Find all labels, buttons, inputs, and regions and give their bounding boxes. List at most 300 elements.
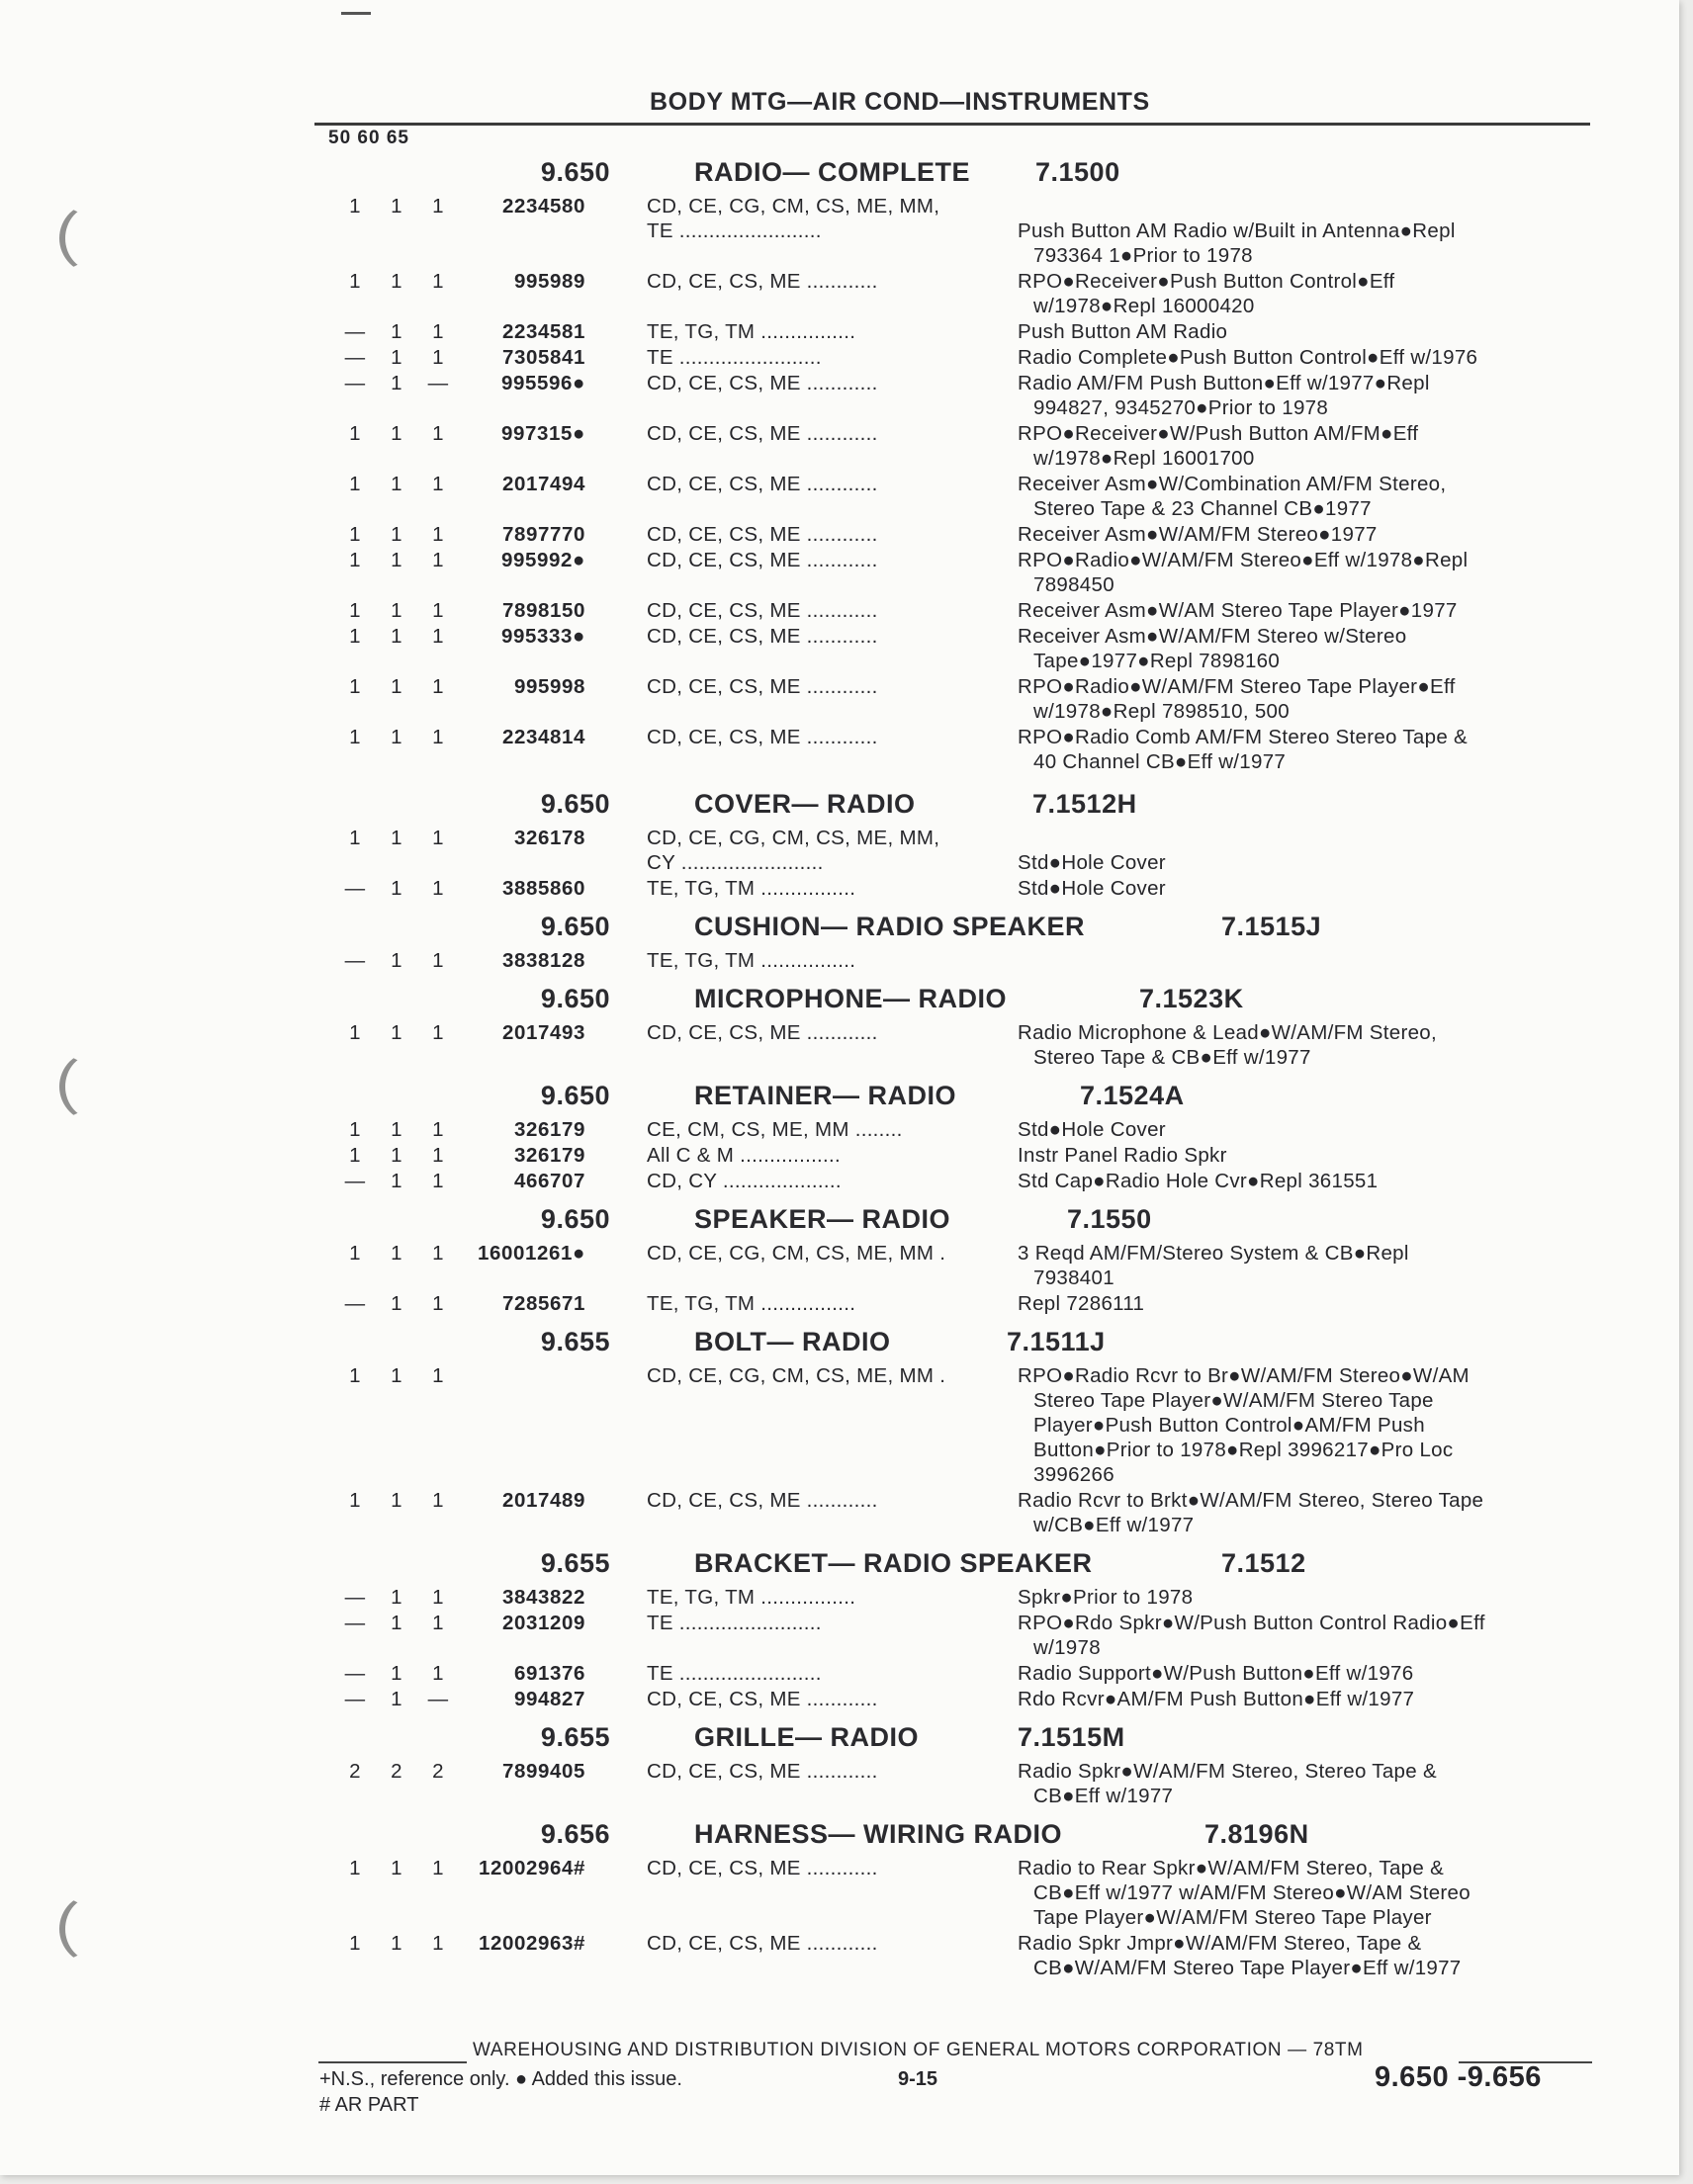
- part-row: [0, 345, 1622, 370]
- quantity-60: 1: [391, 726, 402, 748]
- part-row: [0, 1611, 1622, 1660]
- description-line: w/CB●Eff w/1977: [1033, 1514, 1195, 1536]
- part-number: 7285671: [501, 1292, 585, 1315]
- part-description: [1018, 826, 1591, 875]
- quantity-60: 1: [391, 1688, 402, 1710]
- model-codes: [647, 1585, 1003, 1610]
- quantity-50: 1: [349, 1364, 361, 1387]
- quantity-65: 1: [432, 1292, 444, 1315]
- column-header: 50 60 65: [328, 128, 409, 148]
- model-codes: [647, 1291, 1003, 1316]
- part-row: [0, 472, 1622, 521]
- model-codes: [647, 1241, 1003, 1266]
- quantity-50: 1: [349, 599, 361, 622]
- part-description: [1018, 725, 1591, 774]
- part-description: [1018, 1020, 1591, 1070]
- description-line: [1018, 826, 1591, 850]
- quantity-65: 1: [432, 625, 444, 648]
- quantity-50: 1: [349, 422, 361, 445]
- description-line: Stereo Tape & 23 Channel CB●1977: [1033, 497, 1372, 520]
- part-row: [0, 948, 1622, 973]
- model-codes: [647, 1117, 1003, 1142]
- quantity-65: —: [427, 372, 449, 394]
- part-description: [1018, 194, 1591, 268]
- quantity-50: —: [344, 1662, 366, 1685]
- model-line: CD, CE, CS, ME ............: [647, 1760, 878, 1783]
- quantity-65: 1: [432, 1170, 444, 1192]
- model-codes: [647, 1488, 1003, 1513]
- model-codes: [647, 876, 1003, 901]
- quantity-60: 1: [391, 827, 402, 849]
- description-line: Rdo Rcvr●AM/FM Push Button●Eff w/1977: [1018, 1688, 1415, 1710]
- model-line: CD, CE, CS, ME ............: [647, 599, 878, 622]
- quantity-65: 1: [432, 523, 444, 546]
- model-line: CD, CE, CS, ME ............: [647, 1932, 878, 1955]
- quantity-65: 1: [432, 1021, 444, 1044]
- quantity-60: 1: [391, 1662, 402, 1685]
- part-row: [0, 1856, 1622, 1930]
- quantity-65: 1: [432, 346, 444, 369]
- part-number: 995596●: [501, 372, 585, 394]
- quantity-60: 1: [391, 675, 402, 698]
- description-line: Push Button AM Radio: [1018, 320, 1228, 343]
- part-row: [0, 421, 1622, 471]
- quantity-65: 1: [432, 1586, 444, 1609]
- illustration-code: 7.1550: [1067, 1204, 1152, 1234]
- model-line: CD, CE, CG, CM, CS, ME, MM .: [647, 1242, 946, 1265]
- quantity-65: 1: [432, 422, 444, 445]
- model-line: CD, CE, CS, ME ............: [647, 1021, 878, 1044]
- section-name: RADIO— COMPLETE: [694, 157, 971, 187]
- description-line: Std Cap●Radio Hole Cvr●Repl 361551: [1018, 1170, 1379, 1192]
- description-line: 7938401: [1033, 1267, 1114, 1289]
- part-number: 995992●: [501, 549, 585, 571]
- quantity-65: 1: [432, 473, 444, 495]
- section-header: [0, 1810, 1622, 1856]
- quantity-50: 1: [349, 1118, 361, 1141]
- model-codes: [647, 1661, 1003, 1686]
- part-row: [0, 725, 1622, 774]
- quantity-65: 1: [432, 827, 444, 849]
- model-codes: [647, 1856, 1003, 1880]
- part-description: [1018, 548, 1591, 597]
- description-line: RPO●Receiver●W/Push Button AM/FM●Eff: [1018, 422, 1419, 445]
- part-description: [1018, 1169, 1591, 1193]
- part-row: [0, 876, 1622, 901]
- description-line: Receiver Asm●W/AM/FM Stereo●1977: [1018, 523, 1378, 546]
- quantity-60: 1: [391, 1489, 402, 1512]
- quantity-65: 1: [432, 1932, 444, 1955]
- part-number: 7898150: [501, 599, 585, 622]
- part-row: [0, 548, 1622, 597]
- quantity-65: 1: [432, 949, 444, 972]
- part-description: [1018, 948, 1591, 973]
- quantity-60: 1: [391, 372, 402, 394]
- model-line: CD, CE, CS, ME ............: [647, 549, 878, 571]
- quantity-60: 1: [391, 1612, 402, 1634]
- quantity-50: 1: [349, 726, 361, 748]
- quantity-65: 1: [432, 1612, 444, 1634]
- footer-legend-line: # AR PART: [319, 2094, 419, 2116]
- part-row: [0, 1117, 1622, 1142]
- section-header: [0, 975, 1622, 1020]
- quantity-50: —: [344, 1612, 366, 1634]
- section-header: [0, 1072, 1622, 1117]
- description-line: Radio Support●W/Push Button●Eff w/1976: [1018, 1662, 1414, 1685]
- part-number: 2017489: [501, 1489, 585, 1512]
- part-number: 2031209: [501, 1612, 585, 1634]
- description-line: CB●Eff w/1977: [1033, 1785, 1174, 1807]
- model-codes: [647, 624, 1003, 649]
- group-number: 9.650: [540, 157, 610, 187]
- part-description: [1018, 1117, 1591, 1142]
- quantity-50: 1: [349, 625, 361, 648]
- model-line: CD, CE, CS, ME ............: [647, 523, 878, 546]
- model-line: CD, CE, CG, CM, CS, ME, MM,: [647, 195, 940, 218]
- part-row: [0, 319, 1622, 344]
- model-codes: [647, 1020, 1003, 1045]
- quantity-60: 1: [391, 625, 402, 648]
- description-line: Player●Push Button Control●AM/FM Push: [1033, 1414, 1425, 1437]
- model-line: TE ........................: [647, 1662, 822, 1685]
- description-line: Receiver Asm●W/Combination AM/FM Stereo,: [1018, 473, 1447, 495]
- description-line: Push Button AM Radio w/Built in Antenna●Repl: [1018, 219, 1456, 242]
- quantity-50: 1: [349, 1489, 361, 1512]
- part-description: [1018, 1241, 1591, 1290]
- part-description: [1018, 472, 1591, 521]
- part-description: [1018, 319, 1591, 344]
- part-number: 2017493: [501, 1021, 585, 1044]
- description-line: Radio Complete●Push Button Control●Eff w/1976: [1018, 346, 1478, 369]
- quantity-50: 1: [349, 523, 361, 546]
- part-row: [0, 624, 1622, 673]
- model-codes: [647, 319, 1003, 344]
- part-row: [0, 1169, 1622, 1193]
- model-line: CD, CE, CG, CM, CS, ME, MM,: [647, 827, 940, 849]
- part-description: [1018, 522, 1591, 547]
- part-description: [1018, 269, 1591, 318]
- description-line: Tape Player●W/AM/FM Stereo Tape Player: [1033, 1906, 1432, 1929]
- illustration-code: 7.1515J: [1221, 912, 1322, 941]
- part-number: 997315●: [501, 422, 585, 445]
- part-description: [1018, 1611, 1591, 1660]
- part-number: 7305841: [501, 346, 585, 369]
- model-line: CD, CE, CG, CM, CS, ME, MM .: [647, 1364, 946, 1387]
- model-codes: [647, 826, 1003, 875]
- quantity-60: 1: [391, 346, 402, 369]
- illustration-code: 7.1512: [1221, 1548, 1306, 1578]
- description-line: 3996266: [1033, 1463, 1114, 1486]
- parts-list: [0, 148, 1622, 1981]
- section-name: BOLT— RADIO: [694, 1327, 891, 1356]
- description-line: Std●Hole Cover: [1018, 877, 1166, 900]
- description-line: Button●Prior to 1978●Repl 3996217●Pro Loc: [1033, 1439, 1454, 1461]
- model-line: CD, CE, CS, ME ............: [647, 726, 878, 748]
- model-line: All C & M .................: [647, 1144, 842, 1167]
- part-description: [1018, 1143, 1591, 1168]
- part-number: 3843822: [501, 1586, 585, 1609]
- part-row: [0, 1585, 1622, 1610]
- model-codes: [647, 421, 1003, 446]
- quantity-50: 1: [349, 1144, 361, 1167]
- quantity-60: 1: [391, 1364, 402, 1387]
- quantity-50: —: [344, 1170, 366, 1192]
- quantity-60: 1: [391, 1118, 402, 1141]
- quantity-60: 1: [391, 1932, 402, 1955]
- part-number: 466707: [513, 1170, 585, 1192]
- model-codes: [647, 345, 1003, 370]
- quantity-65: 1: [432, 675, 444, 698]
- quantity-60: 1: [391, 1857, 402, 1879]
- model-line: TE, TG, TM ................: [647, 1586, 856, 1609]
- model-codes: [647, 1931, 1003, 1956]
- illustration-code: 7.1515M: [1018, 1722, 1125, 1752]
- part-row: [0, 194, 1622, 268]
- model-line: CD, CE, CS, ME ............: [647, 270, 878, 293]
- quantity-60: 1: [391, 1144, 402, 1167]
- model-codes: [647, 522, 1003, 547]
- description-line: Radio Spkr Jmpr●W/AM/FM Stereo, Tape &: [1018, 1932, 1422, 1955]
- part-description: [1018, 1856, 1591, 1930]
- description-line: Receiver Asm●W/AM Stereo Tape Player●1977: [1018, 599, 1458, 622]
- part-description: [1018, 421, 1591, 471]
- description-line: 793364 1●Prior to 1978: [1033, 244, 1253, 267]
- model-codes: [647, 548, 1003, 572]
- description-line: Radio Microphone & Lead●W/AM/FM Stereo,: [1018, 1021, 1438, 1044]
- group-number: 9.650: [540, 912, 610, 941]
- part-row: [0, 1143, 1622, 1168]
- title-rule: [314, 123, 1590, 126]
- model-line: CD, CE, CS, ME ............: [647, 1857, 878, 1879]
- part-number: 2017494: [501, 473, 585, 495]
- quantity-65: 2: [432, 1760, 444, 1783]
- model-codes: [647, 1687, 1003, 1711]
- quantity-65: 1: [432, 1144, 444, 1167]
- part-row: [0, 1931, 1622, 1980]
- part-description: [1018, 876, 1591, 901]
- illustration-code: 7.1523K: [1139, 984, 1244, 1013]
- part-row: [0, 1759, 1622, 1808]
- part-description: [1018, 345, 1591, 370]
- quantity-50: 1: [349, 1021, 361, 1044]
- part-row: [0, 1291, 1622, 1316]
- page-number: 9-15: [898, 2068, 938, 2090]
- model-codes: [647, 1611, 1003, 1635]
- description-line: 40 Channel CB●Eff w/1977: [1033, 750, 1287, 773]
- part-description: [1018, 1661, 1591, 1686]
- quantity-50: 1: [349, 1242, 361, 1265]
- model-line: CD, CE, CS, ME ............: [647, 473, 878, 495]
- description-line: CB●Eff w/1977 w/AM/FM Stereo●W/AM Stereo: [1033, 1881, 1470, 1904]
- quantity-60: 1: [391, 270, 402, 293]
- part-number: 16001261●: [478, 1242, 585, 1265]
- description-line: Std●Hole Cover: [1018, 851, 1166, 874]
- quantity-65: 1: [432, 320, 444, 343]
- model-codes: [647, 598, 1003, 623]
- part-number: 691376: [513, 1662, 585, 1685]
- description-line: 994827, 9345270●Prior to 1978: [1033, 396, 1329, 419]
- footer-legend-line: +N.S., reference only. ● Added this issue.: [319, 2068, 682, 2090]
- part-number: 7897770: [501, 523, 585, 546]
- part-number: 3838128: [501, 949, 585, 972]
- description-line: Tape●1977●Repl 7898160: [1033, 650, 1281, 672]
- quantity-60: 1: [391, 1242, 402, 1265]
- top-mark: [341, 12, 371, 15]
- description-line: Receiver Asm●W/AM/FM Stereo w/Stereo: [1018, 625, 1407, 648]
- quantity-50: —: [344, 1586, 366, 1609]
- model-line: CD, CE, CS, ME ............: [647, 1688, 878, 1710]
- part-description: [1018, 1291, 1591, 1316]
- quantity-60: 1: [391, 549, 402, 571]
- description-line: Repl 7286111: [1018, 1292, 1145, 1315]
- part-description: [1018, 1363, 1591, 1487]
- quantity-60: 1: [391, 1292, 402, 1315]
- section-name: MICROPHONE— RADIO: [694, 984, 1008, 1013]
- section-header: [0, 1195, 1622, 1241]
- quantity-60: 1: [391, 195, 402, 218]
- quantity-65: 1: [432, 1118, 444, 1141]
- quantity-65: 1: [432, 1242, 444, 1265]
- model-codes: [647, 1363, 1003, 1388]
- part-row: [0, 371, 1622, 420]
- section-header: [0, 903, 1622, 948]
- part-number: 3885860: [501, 877, 585, 900]
- part-row: [0, 1241, 1622, 1290]
- model-line: CY ........................: [647, 851, 824, 874]
- model-codes: [647, 1169, 1003, 1193]
- section-name: RETAINER— RADIO: [694, 1081, 957, 1110]
- description-line: RPO●Rdo Spkr●W/Push Button Control Radio●Eff: [1018, 1612, 1485, 1634]
- quantity-60: 1: [391, 1586, 402, 1609]
- description-line: [1018, 194, 1591, 218]
- section-name: CUSHION— RADIO SPEAKER: [694, 912, 1086, 941]
- part-description: [1018, 1687, 1591, 1711]
- part-row: [0, 1488, 1622, 1537]
- quantity-65: 1: [432, 549, 444, 571]
- section-header: [0, 1713, 1622, 1759]
- part-row: [0, 598, 1622, 623]
- part-row: [0, 1687, 1622, 1711]
- illustration-code: 7.1512H: [1032, 789, 1137, 819]
- description-line: Radio AM/FM Push Button●Eff w/1977●Repl: [1018, 372, 1430, 394]
- quantity-50: 2: [349, 1760, 361, 1783]
- quantity-50: 1: [349, 1857, 361, 1879]
- model-codes: [647, 948, 1003, 973]
- part-row: [0, 522, 1622, 547]
- part-description: [1018, 1759, 1591, 1808]
- model-line: CD, CY ....................: [647, 1170, 842, 1192]
- description-line: w/1978●Repl 16000420: [1033, 295, 1255, 317]
- quantity-50: —: [344, 949, 366, 972]
- description-line: w/1978: [1033, 1636, 1101, 1659]
- quantity-65: 1: [432, 1662, 444, 1685]
- description-line: RPO●Radio●W/AM/FM Stereo●Eff w/1978●Repl: [1018, 549, 1469, 571]
- part-number: 326179: [513, 1118, 585, 1141]
- part-row: [0, 1661, 1622, 1686]
- part-number: 995989: [513, 270, 585, 293]
- quantity-60: 1: [391, 1021, 402, 1044]
- quantity-50: 1: [349, 827, 361, 849]
- description-line: Stereo Tape & CB●Eff w/1977: [1033, 1046, 1311, 1069]
- quantity-60: 1: [391, 473, 402, 495]
- quantity-50: 1: [349, 195, 361, 218]
- description-line: RPO●Receiver●Push Button Control●Eff: [1018, 270, 1395, 293]
- description-line: w/1978●Repl 7898510, 500: [1033, 700, 1290, 723]
- section-header: [0, 1318, 1622, 1363]
- quantity-65: 1: [432, 1364, 444, 1387]
- section-header: [0, 1539, 1622, 1585]
- part-description: [1018, 674, 1591, 724]
- model-codes: [647, 472, 1003, 496]
- part-number: 7899405: [501, 1760, 585, 1783]
- page-title: BODY MTG—AIR COND—INSTRUMENTS: [650, 88, 1150, 116]
- quantity-65: 1: [432, 726, 444, 748]
- illustration-code: 7.8196N: [1204, 1819, 1309, 1849]
- section-name: GRILLE— RADIO: [694, 1722, 919, 1752]
- section-header: [0, 148, 1622, 194]
- quantity-50: 1: [349, 1932, 361, 1955]
- part-number: 2234814: [501, 726, 585, 748]
- description-line: Radio to Rear Spkr●W/AM/FM Stereo, Tape &: [1018, 1857, 1445, 1879]
- quantity-65: 1: [432, 1489, 444, 1512]
- part-row: [0, 1363, 1622, 1487]
- section-name: COVER— RADIO: [694, 789, 916, 819]
- model-line: TE ........................: [647, 1612, 822, 1634]
- part-description: [1018, 624, 1591, 673]
- model-codes: [647, 371, 1003, 395]
- quantity-60: 1: [391, 523, 402, 546]
- model-codes: [647, 725, 1003, 749]
- description-line: RPO●Radio●W/AM/FM Stereo Tape Player●Eff: [1018, 675, 1456, 698]
- section-name: SPEAKER— RADIO: [694, 1204, 951, 1234]
- part-number: 326179: [513, 1144, 585, 1167]
- description-line: [1018, 948, 1591, 973]
- group-number: 9.650: [540, 1081, 610, 1110]
- group-number: 9.655: [540, 1327, 610, 1356]
- model-codes: [647, 194, 1003, 243]
- part-description: [1018, 1488, 1591, 1537]
- model-line: CD, CE, CS, ME ............: [647, 422, 878, 445]
- quantity-50: —: [344, 346, 366, 369]
- quantity-50: —: [344, 877, 366, 900]
- quantity-65: —: [427, 1688, 449, 1710]
- model-codes: [647, 1143, 1003, 1168]
- quantity-60: 2: [391, 1760, 402, 1783]
- part-description: [1018, 371, 1591, 420]
- quantity-60: 1: [391, 422, 402, 445]
- section-name: BRACKET— RADIO SPEAKER: [694, 1548, 1093, 1578]
- quantity-65: 1: [432, 1857, 444, 1879]
- part-row: [0, 1020, 1622, 1070]
- part-description: [1018, 1585, 1591, 1610]
- part-description: [1018, 598, 1591, 623]
- description-line: Stereo Tape Player●W/AM/FM Stereo Tape: [1033, 1389, 1434, 1412]
- group-number: 9.650: [540, 984, 610, 1013]
- description-line: 3 Reqd AM/FM/Stereo System & CB●Repl: [1018, 1242, 1409, 1265]
- group-number: 9.650: [540, 789, 610, 819]
- description-line: Spkr●Prior to 1978: [1018, 1586, 1194, 1609]
- group-range: 9.650 -9.656: [1375, 2061, 1542, 2093]
- section-header: [0, 780, 1622, 826]
- footer-legend: [319, 2066, 682, 2118]
- description-line: Instr Panel Radio Spkr: [1018, 1144, 1227, 1167]
- model-line: TE ........................: [647, 219, 822, 242]
- illustration-code: 7.1511J: [1007, 1327, 1106, 1356]
- part-number: 995998: [513, 675, 585, 698]
- section-name: HARNESS— WIRING RADIO: [694, 1819, 1063, 1849]
- description-line: Std●Hole Cover: [1018, 1118, 1166, 1141]
- part-number: 2234581: [501, 320, 585, 343]
